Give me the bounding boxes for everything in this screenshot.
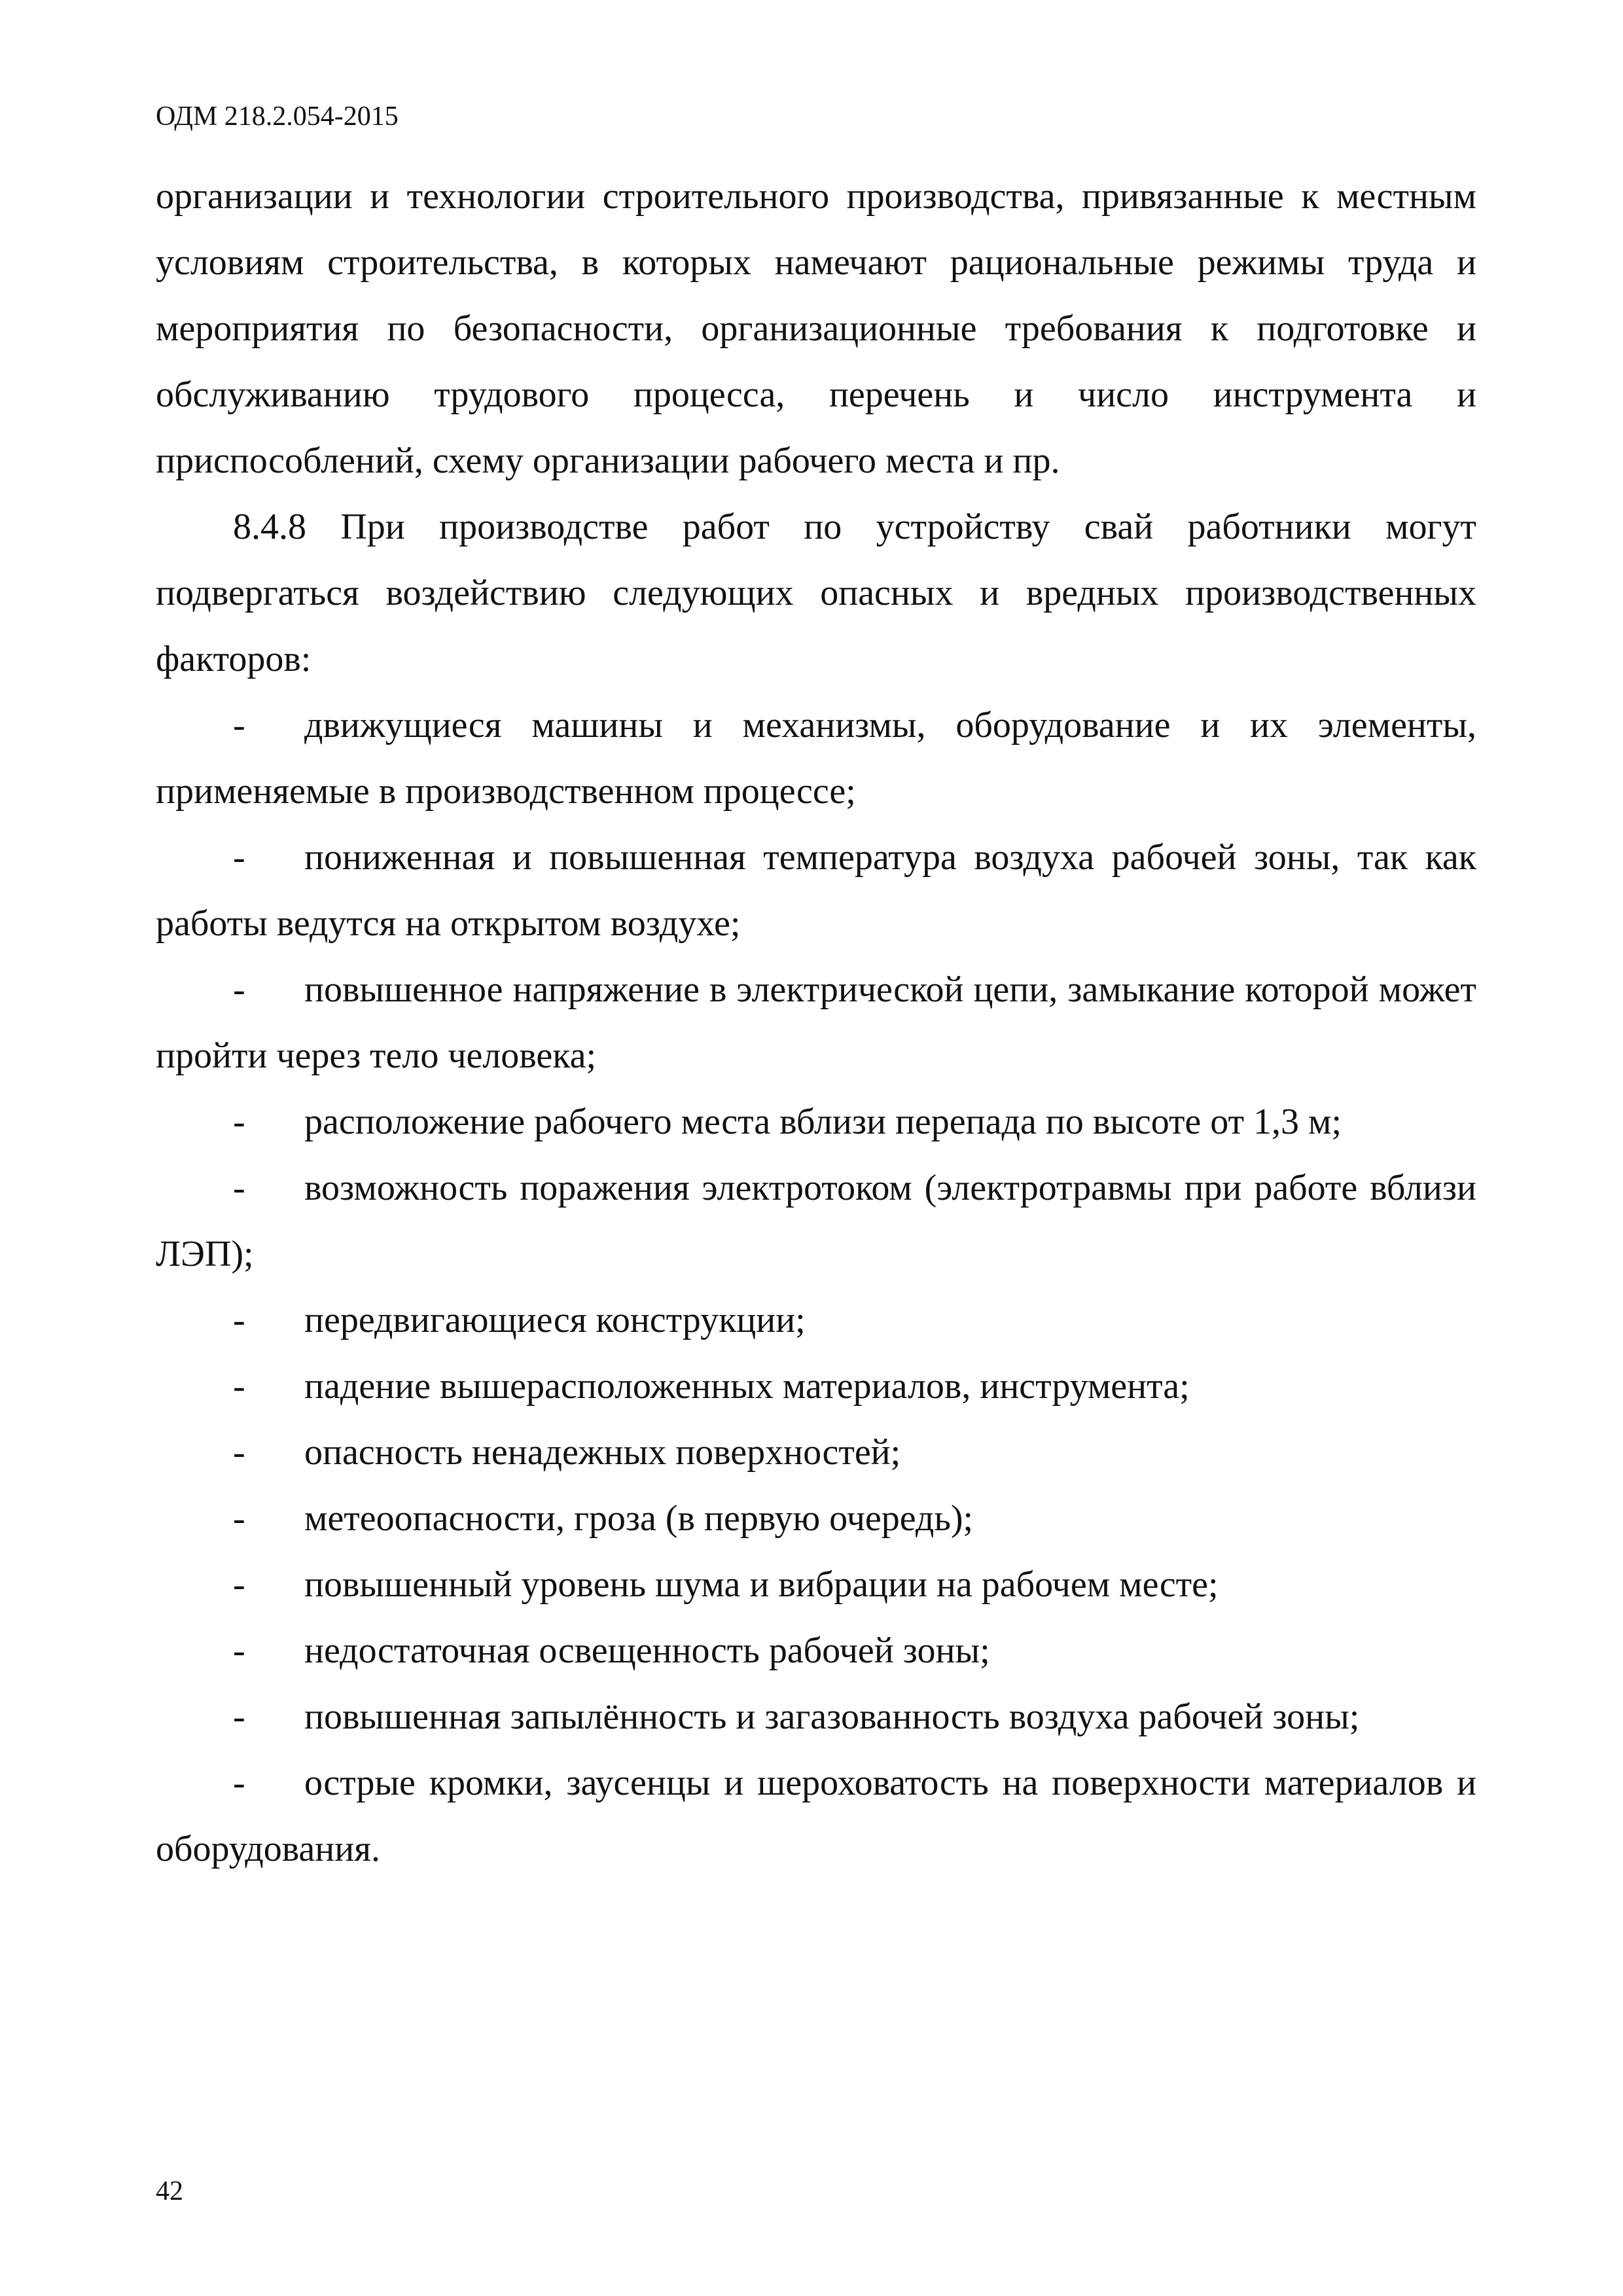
list-item [156,1618,1476,1684]
list-item-text: опасность ненадежных поверхностей; [304,1432,901,1473]
list-dash: - [233,1300,245,1340]
list-item-text: недостаточная освещенность рабочей зоны; [304,1630,990,1671]
list-item-text: расположение рабочего места вблизи перепада по высоте от 1,3 м; [304,1102,1342,1142]
document-body [156,164,1476,1882]
list-item-text: передвигающиеся конструкции; [304,1300,806,1340]
document-code-header: ОДМ 218.2.054-2015 [156,101,399,132]
list-item-text: возможность поражения электротоком (электротравмы при работе вблизи ЛЭП); [156,1168,1476,1274]
list-item-text: повышенный уровень шума и вибрации на рабочем месте; [304,1564,1219,1605]
list-item-text: повышенное напряжение в электрической цепи, замыкание которой может пройти через тело человека; [156,969,1476,1076]
list-item [156,1354,1476,1420]
list-dash: - [233,1564,245,1605]
list-item [156,1155,1476,1287]
paragraph-continuation: организации и технологии строительного производства, привязанные к местным условиям строительства, в которых намечают рациональные режимы труда и мероприятия по безопасности, организационные требования к подготовке и обслуживанию трудового процесса, перечень и число инструмента и приспособлений, схему организации рабочего места и пр. [156,176,1476,481]
list-item-text: острые кромки, заусенцы и шероховатость на поверхности материалов и оборудования. [156,1763,1476,1869]
list-item [156,1420,1476,1486]
list-item [156,1486,1476,1552]
list-item [156,1684,1476,1750]
list-item-text: падение вышерасположенных материалов, инструмента; [304,1366,1190,1407]
list-dash: - [233,837,245,878]
list-dash: - [233,1432,245,1473]
list-item-text: движущиеся машины и механизмы, оборудование и их элементы, применяемые в производственном процессе; [156,705,1476,812]
list-dash: - [233,1696,245,1737]
list-item-text: метеоопасности, гроза (в первую очередь); [304,1498,974,1539]
list-dash: - [233,1763,245,1803]
list-item-text: пониженная и повышенная температура воздуха рабочей зоны, так как работы ведутся на открытом воздухе; [156,837,1476,944]
list-item [156,692,1476,825]
list-dash: - [233,705,245,745]
list-item-text: повышенная запылённость и загазованность воздуха рабочей зоны; [304,1696,1360,1737]
hazard-factors-list [156,692,1476,1882]
list-item [156,957,1476,1089]
list-dash: - [233,1366,245,1407]
list-item [156,1750,1476,1882]
list-dash: - [233,969,245,1010]
list-dash: - [233,1102,245,1142]
list-item [156,1089,1476,1155]
list-dash: - [233,1168,245,1208]
list-item [156,825,1476,957]
page-number: 42 [156,2176,183,2206]
list-dash: - [233,1498,245,1539]
list-dash: - [233,1630,245,1671]
paragraph-8-4-8: 8.4.8 При производстве работ по устройству свай работники могут подвергаться воздействию следующих опасных и вредных производственных факторов: [156,507,1476,679]
list-item [156,1552,1476,1618]
list-item [156,1287,1476,1354]
